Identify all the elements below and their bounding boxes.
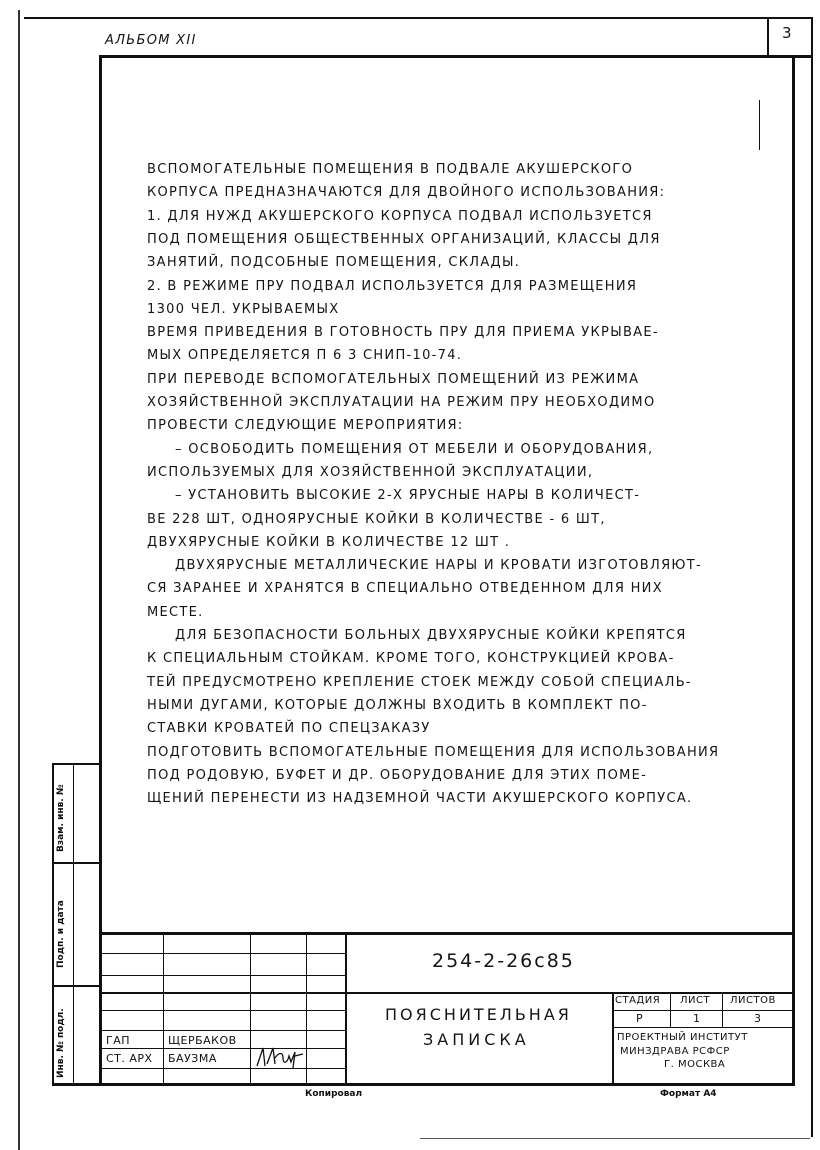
sheets-value: 3 <box>754 1012 762 1025</box>
page-number: 3 <box>782 24 793 42</box>
text-line: СЯ ЗАРАНЕЕ И ХРАНЯТСЯ В СПЕЦИАЛЬНО ОТВЕДЕННОМ ДЛЯ НИХ <box>147 581 663 597</box>
text-line: ДЛЯ БЕЗОПАСНОСТИ БОЛЬНЫХ ДВУХЯРУСНЫЕ КОЙКИ КРЕПЯТСЯ <box>175 628 687 643</box>
signer-role: СТ. АРХ <box>106 1052 153 1065</box>
text-line: – УСТАНОВИТЬ ВЫСОКИЕ 2-Х ЯРУСНЫЕ НАРЫ В КОЛИЧЕСТ- <box>175 488 641 504</box>
copied-label: Копировал <box>305 1089 363 1099</box>
text-line: ВСПОМОГАТЕЛЬНЫЕ ПОМЕЩЕНИЯ В ПОДВАЛЕ АКУШЕРСКОГО <box>147 162 634 177</box>
text-line: ПРОВЕСТИ СЛЕДУЮЩИЕ МЕРОПРИЯТИЯ: <box>147 418 464 434</box>
text-line: ВЕ 228 ШТ, ОДНОЯРУСНЫЕ КОЙКИ В КОЛИЧЕСТВЕ - 6 ШТ, <box>147 511 606 527</box>
text-line: ХОЗЯЙСТВЕННОЙ ЭКСПЛУАТАЦИИ НА РЕЖИМ ПРУ НЕОБХОДИМО <box>147 395 656 410</box>
text-line: 1. ДЛЯ НУЖД АКУШЕРСКОГО КОРПУСА ПОДВАЛ ИСПОЛЬЗУЕТСЯ <box>147 208 653 224</box>
margin-mark <box>759 100 760 150</box>
inv-orig-label: Инв. № подл. <box>56 1008 66 1078</box>
bottom-edge <box>420 1138 810 1139</box>
text-line: СТАВКИ КРОВАТЕЙ ПО СПЕЦЗАКАЗУ <box>147 721 431 737</box>
album-label: АЛЬБОМ XII <box>105 33 197 48</box>
signer-role: ГАП <box>106 1034 131 1047</box>
text-line: ДВУХЯРУСНЫЕ МЕТАЛЛИЧЕСКИЕ НАРЫ И КРОВАТИ ИЗГОТОВЛЯЮТ- <box>175 558 702 574</box>
text-line: ЩЕНИЙ ПЕРЕНЕСТИ ИЗ НАДЗЕМНОЙ ЧАСТИ АКУШЕРСКОГО КОРПУСА. <box>147 791 693 807</box>
text-line: 2. В РЕЖИМЕ ПРУ ПОДВАЛ ИСПОЛЬЗУЕТСЯ ДЛЯ РАЗМЕЩЕНИЯ <box>147 278 638 294</box>
signature-image <box>253 1044 305 1070</box>
text-line: МЫХ ОПРЕДЕЛЯЕТСЯ П 6 3 СНИП-10-74. <box>147 348 463 364</box>
frame-top <box>99 55 812 58</box>
text-line: ВРЕМЯ ПРИВЕДЕНИЯ В ГОТОВНОСТЬ ПРУ ДЛЯ ПРИЕМА УКРЫВАЕ- <box>147 325 659 341</box>
outer-frame-top <box>24 17 811 19</box>
stage-value: Р <box>636 1012 644 1025</box>
sheet-value: 1 <box>693 1012 701 1025</box>
signer-name: БАУЗМА <box>168 1052 217 1065</box>
outer-frame-left <box>18 10 20 1150</box>
text-line: НЫМИ ДУГАМИ, КОТОРЫЕ ДОЛЖНЫ ВХОДИТЬ В КОМПЛЕКТ ПО- <box>147 697 648 713</box>
text-line: ДВУХЯРУСНЫЕ КОЙКИ В КОЛИЧЕСТВЕ 12 ШТ . <box>147 534 511 550</box>
text-line: ЗАНЯТИЙ, ПОДСОБНЫЕ ПОМЕЩЕНИЯ, СКЛАДЫ. <box>147 255 521 271</box>
sheet-header: ЛИСТ <box>680 995 711 1006</box>
text-line: ПРИ ПЕРЕВОДЕ ВСПОМОГАТЕЛЬНЫХ ПОМЕЩЕНИЙ ИЗ РЕЖИМА <box>147 371 640 387</box>
format-label: Формат А4 <box>660 1089 717 1099</box>
document-title-line2: ЗАПИСКА <box>423 1030 530 1049</box>
org-line2: МИНЗДРАВА РСФСР <box>620 1046 730 1057</box>
stage-header: СТАДИЯ <box>615 995 661 1006</box>
replace-inv-label: Взам. инв. № <box>56 784 66 852</box>
outer-frame-right <box>811 17 813 1137</box>
text-line: КОРПУСА ПРЕДНАЗНАЧАЮТСЯ ДЛЯ ДВОЙНОГО ИСПОЛЬЗОВАНИЯ: <box>147 185 666 201</box>
text-line: МЕСТЕ. <box>147 604 204 620</box>
text-line: ТЕЙ ПРЕДУСМОТРЕНО КРЕПЛЕНИЕ СТОЕК МЕЖДУ СОБОЙ СПЕЦИАЛЬ- <box>147 674 692 690</box>
signer-name: ЩЕРБАКОВ <box>168 1034 237 1047</box>
org-line3: Г. МОСКВА <box>664 1059 726 1070</box>
text-line: ИСПОЛЬЗУЕМЫХ ДЛЯ ХОЗЯЙСТВЕННОЙ ЭКСПЛУАТАЦИИ, <box>147 464 594 480</box>
text-line: 1300 ЧЕЛ. УКРЫВАЕМЫХ <box>147 301 340 317</box>
text-line: – ОСВОБОДИТЬ ПОМЕЩЕНИЯ ОТ МЕБЕЛИ И ОБОРУДОВАНИЯ, <box>175 441 654 457</box>
page-box-left <box>767 17 769 55</box>
document-title-line1: ПОЯСНИТЕЛЬНАЯ <box>385 1005 572 1024</box>
document-code: 254-2-26с85 <box>432 950 575 972</box>
text-line: К СПЕЦИАЛЬНЫМ СТОЙКАМ. КРОМЕ ТОГО, КОНСТРУКЦИЕЙ КРОВА- <box>147 651 675 667</box>
org-line1: ПРОЕКТНЫЙ ИНСТИТУТ <box>617 1032 748 1043</box>
frame-left <box>99 55 102 1085</box>
frame-right <box>792 55 795 1085</box>
sheets-header: ЛИСТОВ <box>730 995 776 1006</box>
text-line: ПОД ПОМЕЩЕНИЯ ОБЩЕСТВЕННЫХ ОРГАНИЗАЦИЙ, КЛАССЫ ДЛЯ <box>147 231 661 247</box>
sign-date-label: Подп. и дата <box>56 900 66 968</box>
text-line: ПОД РОДОВУЮ, БУФЕТ И ДР. ОБОРУДОВАНИЕ ДЛЯ ЭТИХ ПОМЕ- <box>147 767 648 783</box>
text-line: ПОДГОТОВИТЬ ВСПОМОГАТЕЛЬНЫЕ ПОМЕЩЕНИЯ ДЛЯ ИСПОЛЬЗОВАНИЯ <box>147 744 720 760</box>
